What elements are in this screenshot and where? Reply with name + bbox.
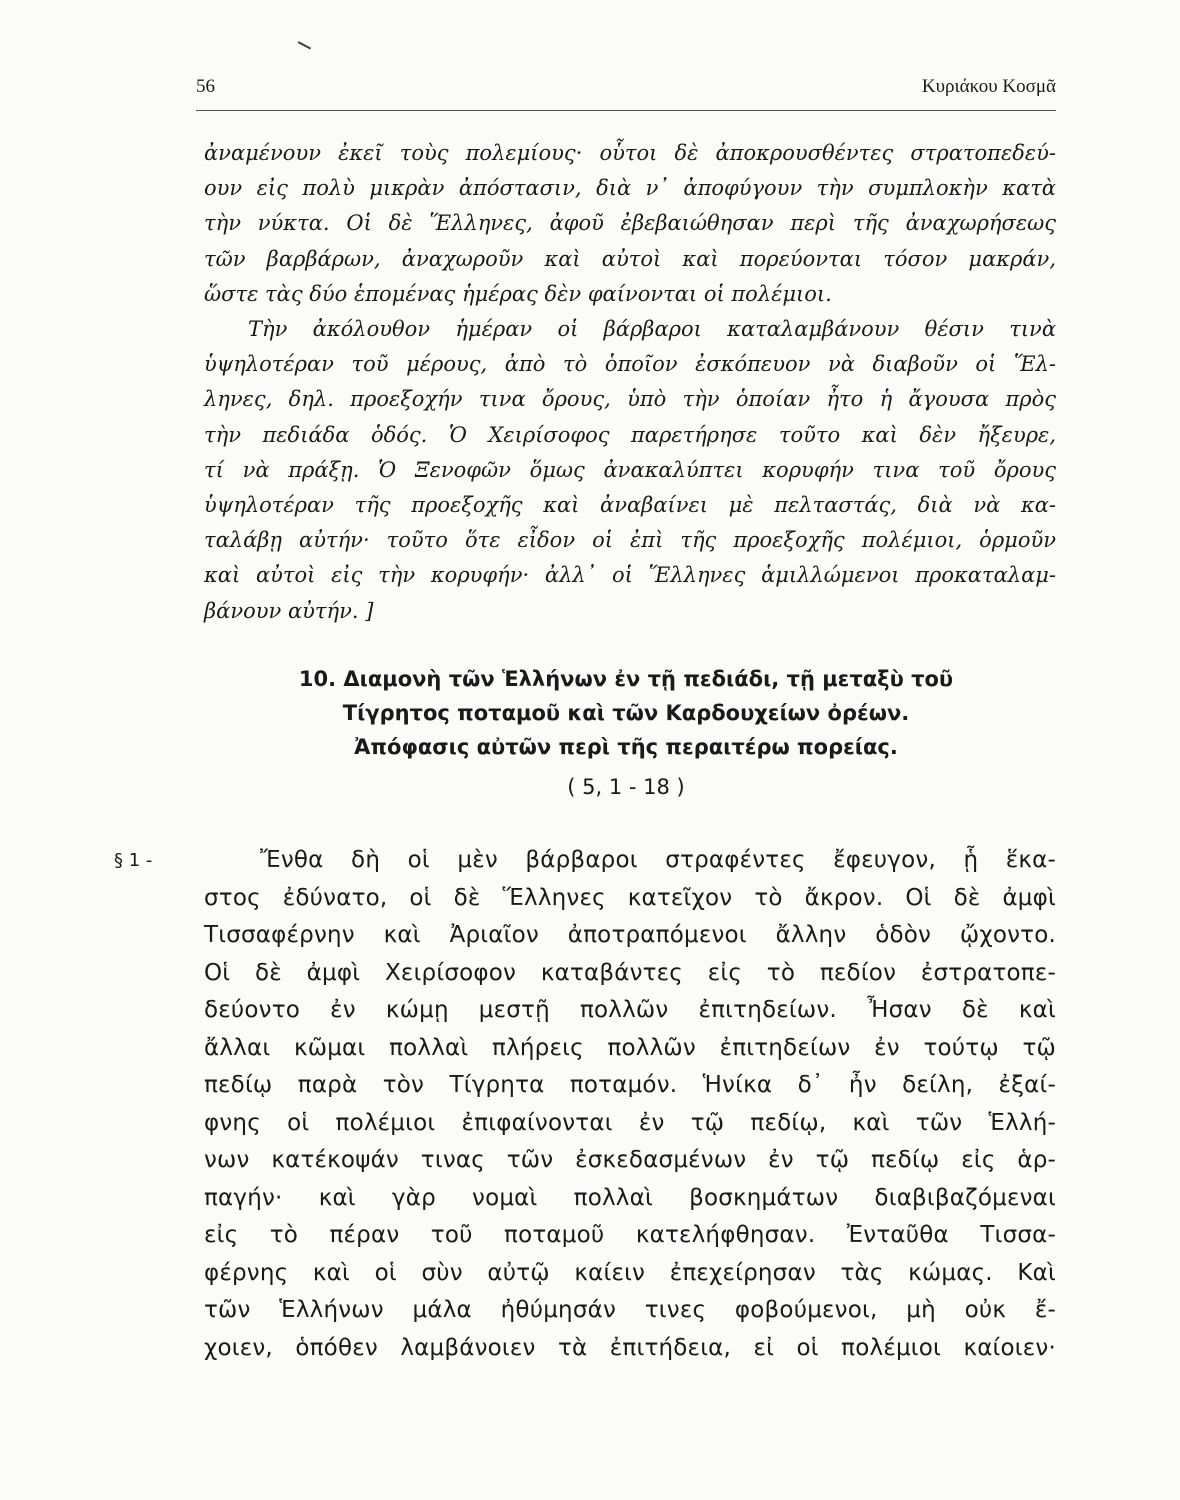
text-line: τὴν πεδιάδα ὁδός. Ὁ Χειρίσοφος παρετήρησε τοῦτο καὶ δὲν ἤξευρε, bbox=[204, 422, 1056, 447]
text-line: πεδίῳ παρὰ τὸν Τίγρητα ποταμόν. Ἡνίκα δ᾽ ἦν δείλη, ἐξαί- bbox=[204, 1072, 1056, 1098]
text-line: στος ἐδύνατο, οἱ δὲ Ἕλληνες κατεῖχον τὸ ἄκρον. Οἱ δὲ ἀμφὶ bbox=[204, 884, 1056, 911]
text-line: καὶ αὐτοὶ εἰς τὴν κορυφήν· ἀλλ᾽ οἱ Ἕλληνες ἁμιλλώμενοι προκαταλαμ- bbox=[204, 563, 1056, 588]
text-line: ἄλλαι κῶμαι πολλαὶ πλήρεις πολλῶν ἐπιτηδείων ἐν τούτῳ τῷ bbox=[204, 1034, 1056, 1061]
text-line: Ἔνθα δὴ οἱ μὲν βάρβαροι στραφέντες ἔφευγον, ᾗ ἕκα- bbox=[260, 847, 1056, 873]
text-line: τῶν βαρβάρων, ἀναχωροῦν καὶ αὐτοὶ καὶ πορεύονται τόσον μακράν, bbox=[204, 246, 1056, 271]
text-line: εἰς τὸ πέραν τοῦ ποταμοῦ κατελήφθησαν. Ἐνταῦθα Τισσα- bbox=[204, 1222, 1056, 1248]
text-line: φέρνης καὶ οἱ σὺν αὐτῷ καίειν ἐπεχείρησαν τὰς κώμας. Καὶ bbox=[204, 1259, 1056, 1286]
paragraph-marker: § 1 - bbox=[114, 850, 153, 871]
text-line: ὑψηλοτέραν τῆς προεξοχῆς καὶ ἀναβαίνει μὲ πελταστάς, διὰ νὰ κα- bbox=[204, 493, 1056, 518]
text-line: Οἱ δὲ ἀμφὶ Χειρίσοφον καταβάντες εἰς τὸ πεδίον ἐστρατοπε- bbox=[204, 959, 1056, 986]
text-line: ὥστε τὰς δύο ἑπομένας ἡμέρας δὲν φαίνονται οἱ πολέμιοι. bbox=[204, 281, 832, 306]
section-title bbox=[196, 662, 1056, 764]
text-line: παγήν· καὶ γὰρ νομαὶ πολλαὶ βοσκημάτων διαβιβαζόμεναι bbox=[204, 1184, 1056, 1211]
text-line: Τισσαφέρνην καὶ Ἀριαῖον ἀποτραπόμενοι ἄλλην ὁδὸν ᾤχοντο. bbox=[204, 922, 1056, 948]
text-line: ὑψηλοτέραν τοῦ μέρους, ἀπὸ τὸ ὁποῖον ἐσκόπευον νὰ διαβοῦν οἱ Ἕλ- bbox=[204, 352, 1056, 377]
section-title-line: 10. Διαμονὴ τῶν Ἑλλήνων ἐν τῇ πεδιάδι, τῇ μεταξὺ τοῦ bbox=[298, 667, 954, 691]
page-number: 56 bbox=[196, 76, 215, 97]
text-line: Τὴν ἀκόλουθον ἡμέραν οἱ βάρβαροι καταλαμβάνουν θέσιν τινὰ bbox=[248, 317, 1056, 342]
text-line: χοιεν, ὁπόθεν λαμβάνοιεν τὰ ἐπιτήδεια, εἰ οἱ πολέμιοι καίοιεν· bbox=[204, 1334, 1056, 1361]
text-line: ληνες, δηλ. προεξοχήν τινα ὄρους, ὑπὸ τὴν ὁποίαν ἦτο ἡ ἄγουσα πρὸς bbox=[204, 387, 1056, 412]
text-line: νων κατέκοψάν τινας τῶν ἐσκεδασμένων ἐν τῷ πεδίῳ εἰς ἁρ- bbox=[204, 1147, 1056, 1173]
text-line: τὴν νύκτα. Οἱ δὲ Ἕλληνες, ἀφοῦ ἐβεβαιώθησαν περὶ τῆς ἀναχωρήσεως bbox=[204, 211, 1056, 236]
text-line: ταλάβῃ αὐτήν· τοῦτο ὅτε εἶδον οἱ ἐπὶ τῆς προεξοχῆς πολέμιοι, ὁρμοῦν bbox=[204, 528, 1056, 553]
text-line: τῶν Ἑλλήνων μάλα ἠθύμησάν τινες φοβούμενοι, μὴ οὐκ ἔ- bbox=[204, 1297, 1056, 1323]
section-title-line: Ἀπόφασις αὐτῶν περὶ τῆς περαιτέρω πορείας. bbox=[354, 735, 898, 759]
section-title-line: Τίγρητος ποταμοῦ καὶ τῶν Καρδουχείων ὀρέων. bbox=[342, 701, 910, 725]
running-head: Κυριάκου Κοσμᾶ bbox=[921, 76, 1056, 97]
greek-text-paragraph bbox=[204, 842, 1056, 1367]
text-line: τί νὰ πράξῃ. Ὁ Ξενοφῶν ὅμως ἀνακαλύπτει κορυφήν τινα τοῦ ὄρους bbox=[204, 457, 1056, 482]
ink-mark bbox=[295, 41, 311, 55]
summary-paragraph bbox=[204, 136, 1056, 629]
text-line: δεύοντο ἐν κώμῃ μεστῇ πολλῶν ἐπιτηδείων. Ἦσαν δὲ καὶ bbox=[204, 997, 1056, 1023]
text-line: φνης οἱ πολέμιοι ἐπιφαίνονται ἐν τῷ πεδίῳ, καὶ τῶν Ἑλλή- bbox=[204, 1109, 1056, 1136]
text-line: βάνουν αὐτήν. ] bbox=[204, 598, 374, 623]
page-header bbox=[196, 76, 1056, 102]
text-line: ουν εἰς πολὺ μικρὰν ἀπόστασιν, διὰ ν᾽ ἀποφύγουν τὴν συμπλοκὴν κατὰ bbox=[204, 176, 1056, 201]
text-line: ἀναμένουν ἐκεῖ τοὺς πολεμίους· οὗτοι δὲ ἀποκρουσθέντες στρατοπεδεύ- bbox=[204, 141, 1056, 165]
section-reference: ( 5, 1 - 18 ) bbox=[567, 775, 685, 799]
header-rule bbox=[196, 110, 1056, 111]
